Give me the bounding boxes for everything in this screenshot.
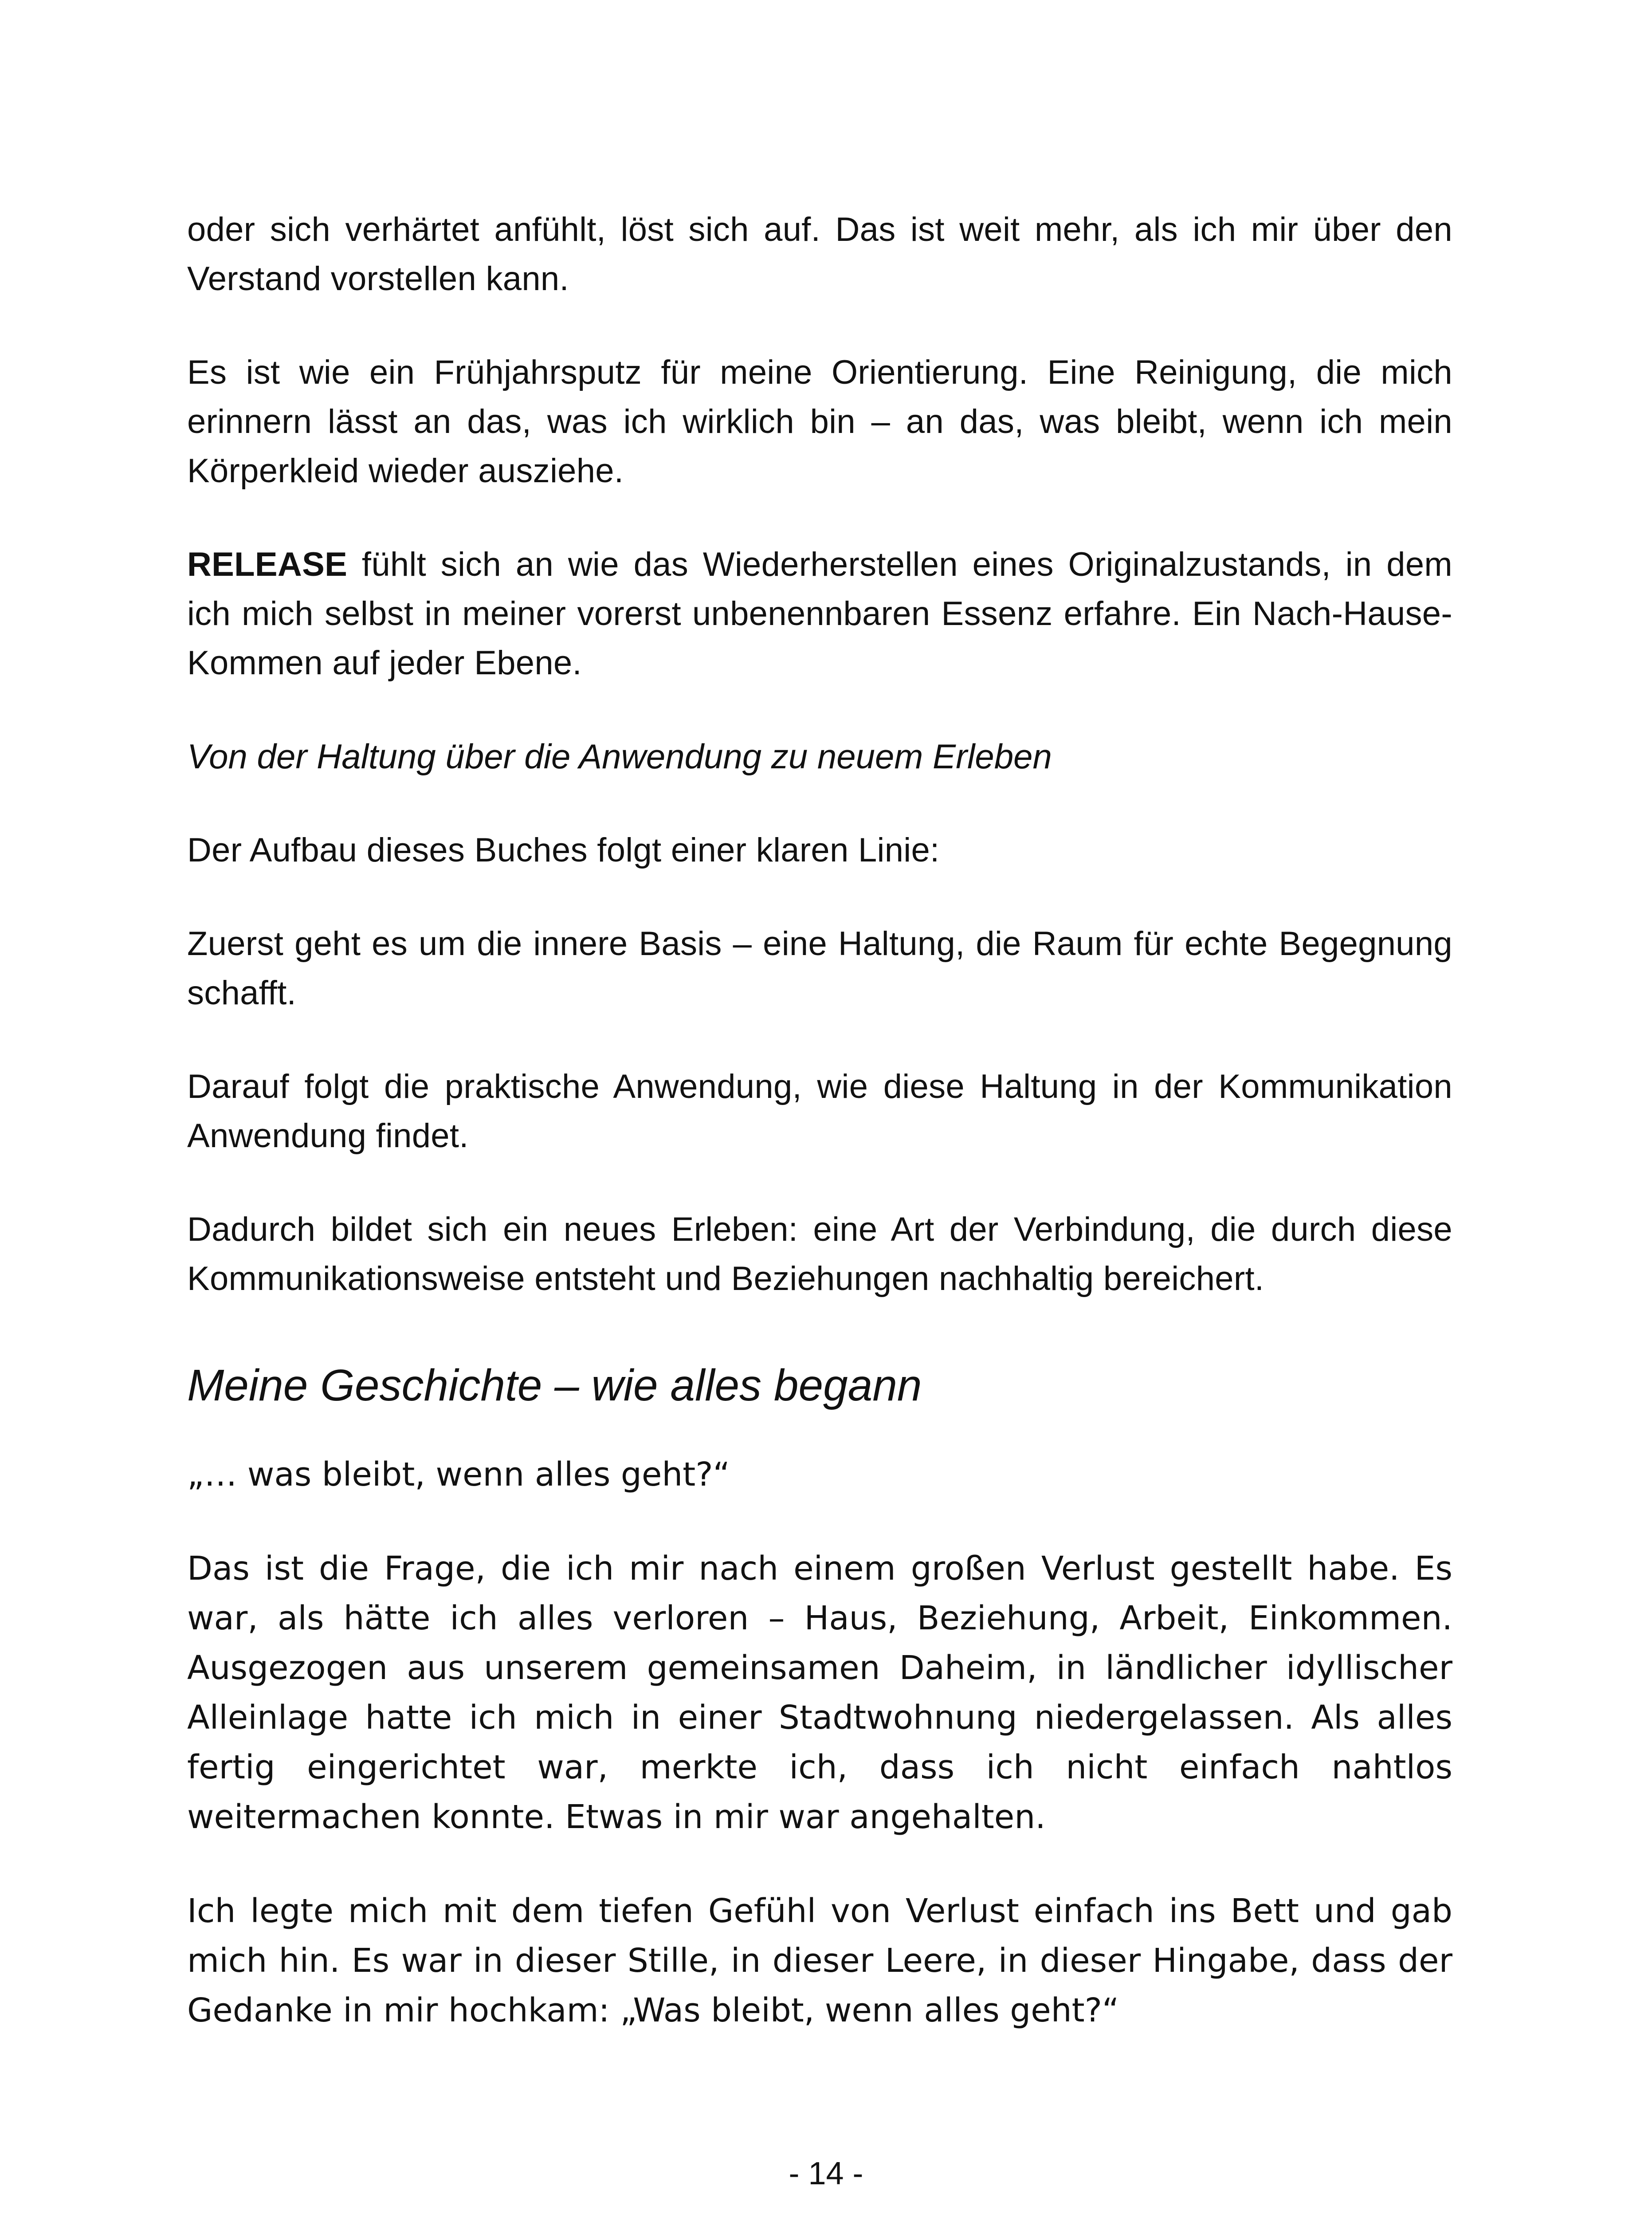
paragraph-intro-continuation: oder sich verhärtet anfühlt, löst sich auf. Das ist weit mehr, als ich mir über den Verstand vorstellen kann. (187, 211, 1452, 298)
release-term: RELEASE (187, 546, 348, 583)
paragraph-spring-cleaning: Es ist wie ein Frühjahrsputz für meine Orientierung. Eine Reinigung, die mich erinnern lässt an das, was ich wirklich bin – an das, was bleibt, wenn ich mein Körperkleid wieder ausziehe. (187, 354, 1452, 490)
release-description: fühlt sich an wie das Wiederherstellen eines Originalzustands, in dem ich mich selbst in meiner vorerst unbenennbaren Essenz erfahre. Ein Nach-Hause-Kommen auf jeder Ebene. (187, 546, 1452, 682)
paragraph-stillness: Ich legte mich mit dem tiefen Gefühl von Verlust einfach ins Bett und gab mich hin. Es war in dieser Stille, in dieser Leere, in dieser Hingabe, dass der Gedanke in mir hochkam: „Was bleibt, wenn alles geht?“ (187, 1892, 1452, 2029)
page-body (187, 205, 1452, 2080)
section-heading: Meine Geschichte – wie alles begann (187, 1361, 922, 1410)
paragraph-loss-story: Das ist die Frage, die ich mir nach einem großen Verlust gestellt habe. Es war, als hätte ich alles verloren – Haus, Beziehung, Arbeit, Einkommen. Ausgezogen aus unserem gemeinsamen Daheim, in ländlicher idyllischer Alleinlage hatte ich mich in einer Stadtwohnung niedergelassen. Als alles fertig eingerichtet war, merkte ich, dass ich nicht einfach nahtlos weitermachen konnte. Etwas in mir war angehalten. (187, 1549, 1452, 1836)
section-quote: „… was bleibt, wenn alles geht?“ (187, 1455, 730, 1494)
paragraph-release (187, 540, 1452, 688)
page-number: - 14 - (789, 2156, 863, 2191)
subheading: Von der Haltung über die Anwendung zu neuem Erleben (187, 737, 1052, 776)
paragraph-book-structure: Der Aufbau dieses Buches folgt einer klaren Linie: (187, 831, 940, 869)
paragraph-practical-application: Darauf folgt die praktische Anwendung, wie diese Haltung in der Kommunikation Anwendung findet. (187, 1068, 1452, 1155)
paragraph-inner-basis: Zuerst geht es um die innere Basis – eine Haltung, die Raum für echte Begegnung schafft. (187, 925, 1452, 1012)
paragraph-new-experience: Dadurch bildet sich ein neues Erleben: eine Art der Verbindung, die durch diese Kommunikationsweise entsteht und Beziehungen nachhaltig bereichert. (187, 1211, 1452, 1298)
